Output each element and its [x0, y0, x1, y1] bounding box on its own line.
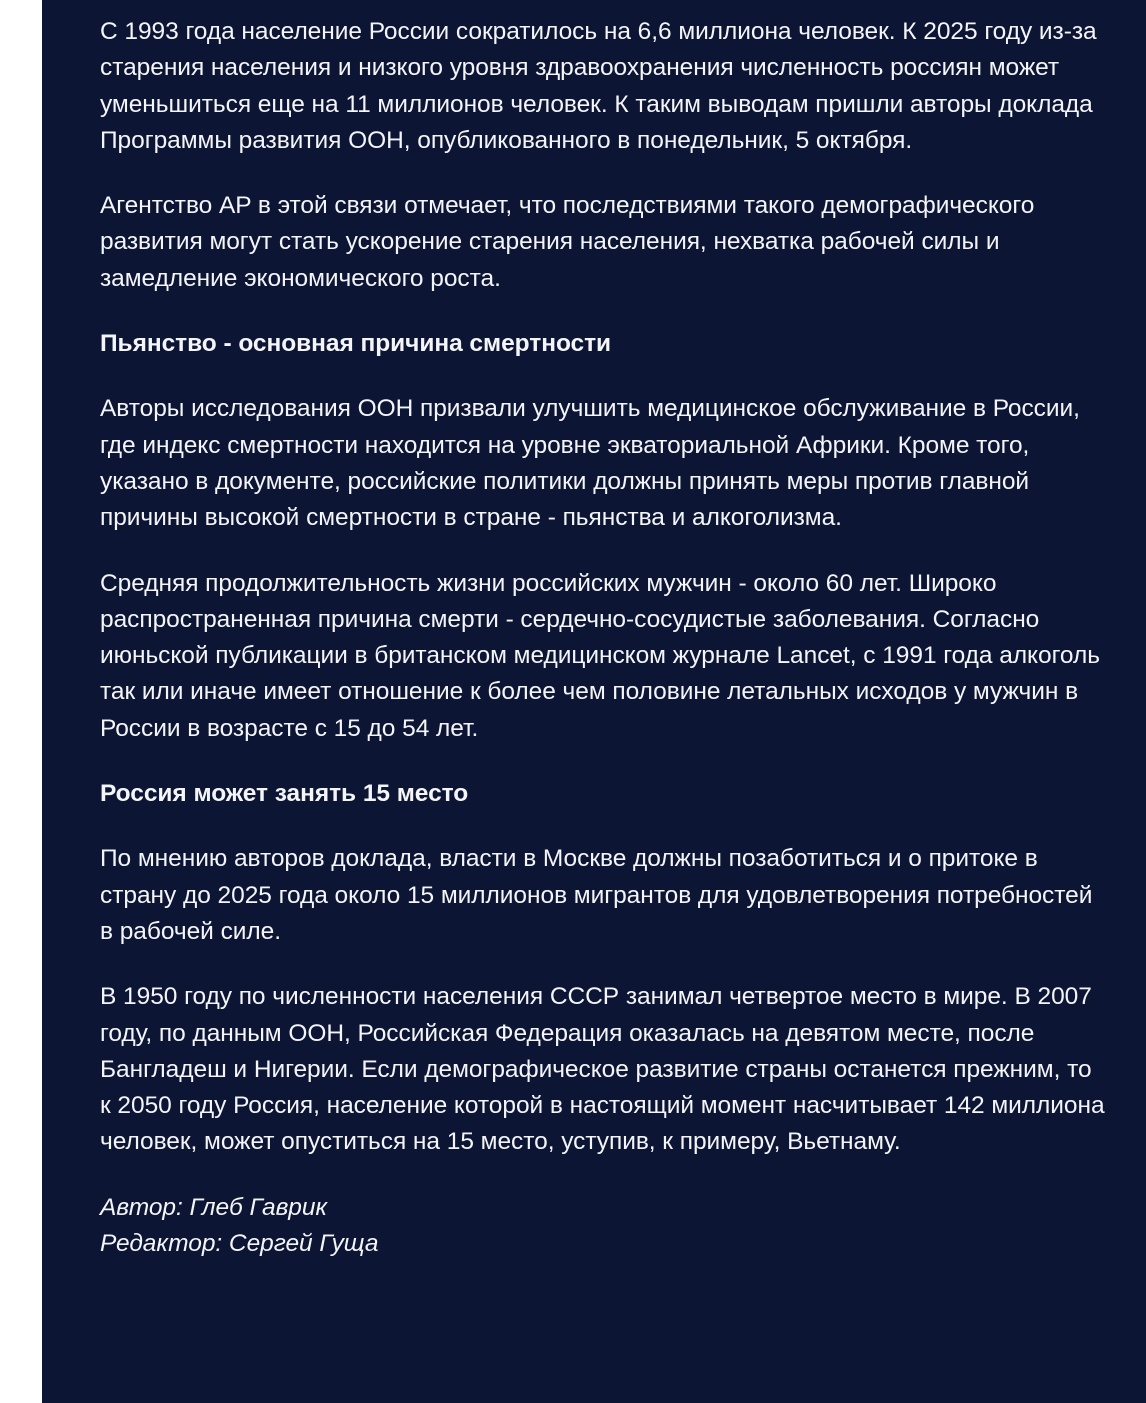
editor-credit: Редактор: Сергей Гуща: [100, 1230, 379, 1258]
article-paragraph: Средняя продолжительность жизни российских мужчин - около 60 лет. Широко распространенная причина смерти - сердечно-сосудистые заболевания. Согласно июньской публикации в британском медицинском журнале Lancet, с 1991 года алкоголь так или иначе имеет отношение к более чем половине летальных исходов у мужчин в России в возрасте с 15 до 54 лет.: [100, 569, 1100, 742]
article-paragraph: Агентство AP в этой связи отмечает, что последствиями такого демографического развития могут стать ускорение старения населения, нехватка рабочей силы и замедление экономического роста.: [100, 192, 1035, 292]
article-paragraph: По мнению авторов доклада, власти в Москве должны позаботиться и о притоке в страну до 2025 года около 15 миллионов мигрантов для удовлетворения потребностей в рабочей силе.: [100, 845, 1093, 945]
article-credits: [100, 1190, 1106, 1263]
article-panel: [42, 0, 1146, 1403]
article-paragraph: С 1993 года население России сократилось на 6,6 миллиона человек. К 2025 году из-за старения населения и низкого уровня здравоохранения численность россиян может уменьшиться еще на 11 миллионов человек. К таким выводам пришли авторы доклада Программы развития ООН, опубликованного в понедельник, 5 октября.: [100, 18, 1097, 154]
author-credit: Автор: Глеб Гаврик: [100, 1193, 327, 1221]
article-paragraph: Авторы исследования ООН призвали улучшить медицинское обслуживание в России, где индекс смертности находится на уровне экваториальной Африки. Кроме того, указано в документе, российские политики должны принять меры против главной причины высокой смертности в стране - пьянства и алкоголизма.: [100, 395, 1080, 532]
section-heading: Пьянство - основная причина смертности: [100, 330, 612, 358]
section-heading: Россия может занять 15 место: [100, 780, 469, 808]
article-paragraph: В 1950 году по численности населения СССР занимал четвертое место в мире. В 2007 году, по данным ООН, Российская Федерация оказалась на девятом месте, после Бангладеш и Нигерии. Если демографическое развитие страны останется прежним, то к 2050 году Россия, население которой в настоящий момент насчитывает 142 миллиона человек, может опуститься на 15 место, уступив, к примеру, Вьетнаму.: [100, 983, 1105, 1156]
